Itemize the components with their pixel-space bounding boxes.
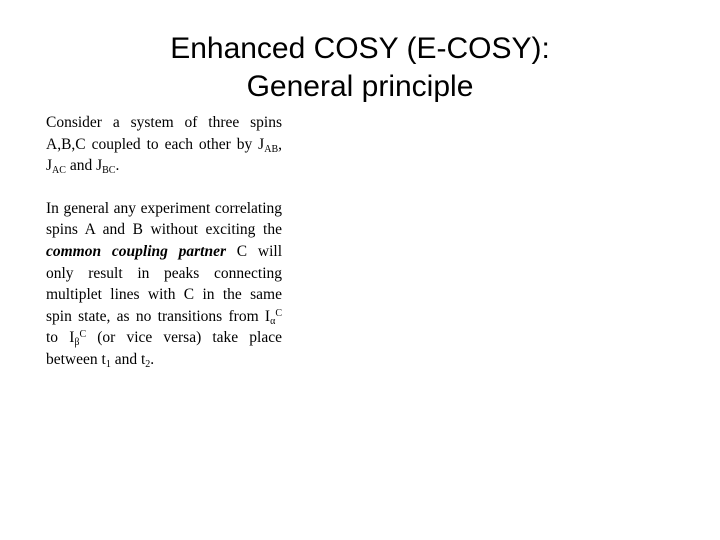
coupling-symbol: J [258, 135, 265, 153]
paragraph-end: . [150, 350, 155, 368]
time-subscript: 1 [105, 358, 111, 370]
title-line-2: General principle [246, 70, 474, 103]
operator-symbol: I [264, 307, 271, 325]
paragraph-general-principle [46, 198, 282, 371]
slide-title [0, 30, 720, 106]
time-symbol: t [140, 350, 146, 368]
time-symbol: t [101, 350, 106, 368]
paragraph-text: In general any experiment correlating spins A and B without exciting the [46, 199, 282, 239]
coupling-subscript: AC [52, 165, 66, 177]
paragraph-text: (or vice versa) take place between [46, 329, 283, 368]
separator: and [65, 157, 97, 175]
paragraph-text: Consider a system of three spins A,B,C coupled to each other by [46, 114, 282, 153]
paragraph-text: to [46, 329, 70, 347]
coupling-subscript: BC [102, 165, 116, 177]
operator-superscript: C [275, 307, 282, 319]
title-line-1: Enhanced COSY (E-COSY): [170, 32, 550, 65]
operator-symbol: I [69, 329, 75, 347]
coupling-subscript: AB [264, 143, 279, 155]
slide-body [46, 112, 282, 371]
separator: , [278, 135, 282, 153]
paragraph-end: . [115, 157, 120, 175]
paragraph-spin-system [46, 112, 282, 177]
paragraph-text: and [110, 350, 141, 368]
operator-superscript: C [79, 329, 87, 341]
operator-subscript: α [270, 315, 276, 327]
paragraph-text: C will only result in peaks connecting multiplet lines with C in the same spin state, as no transitions from [46, 242, 283, 325]
operator-subscript: β [74, 337, 80, 349]
time-subscript: 2 [145, 358, 151, 370]
coupling-symbol: J [46, 157, 53, 175]
emphasized-term: common coupling partner [46, 242, 227, 260]
coupling-symbol: J [96, 157, 103, 175]
